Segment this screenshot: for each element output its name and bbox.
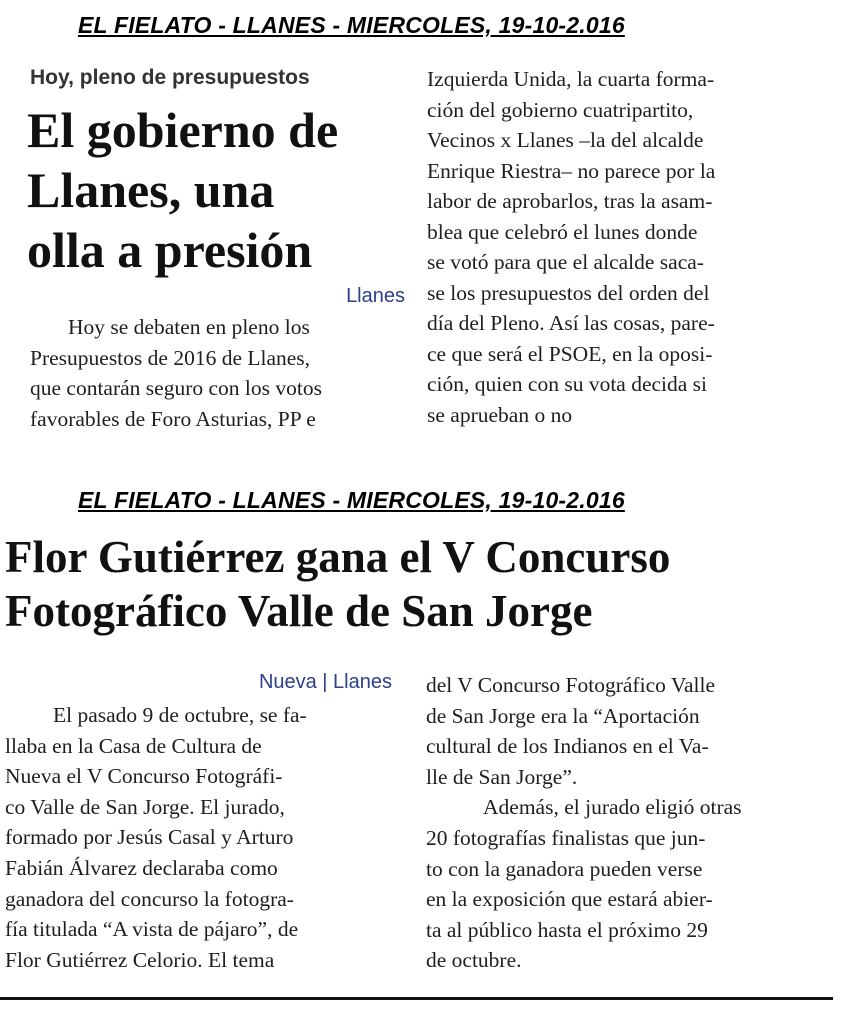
text-line: El pasado 9 de octubre, se fa-	[53, 703, 307, 727]
text-line: Presupuestos de 2016 de Llanes,	[30, 345, 311, 370]
text-line: llaba en la Casa de Cultura de	[5, 733, 262, 758]
headline-2-line: Flor Gutiérrez gana el V Concurso	[5, 532, 671, 582]
text-line: Enrique Riestra– no parece por la	[427, 158, 716, 183]
headline-1-line: olla a presión	[27, 222, 313, 278]
text-line: del V Concurso Fotográfico Valle	[426, 673, 716, 697]
text-line: se aprueban o no	[427, 402, 573, 427]
byline-2: Nueva | Llanes	[258, 671, 392, 693]
text-line: ganadora del concurso la fotogra-	[5, 886, 294, 911]
text-line: ción del gobierno cuatripartito,	[427, 97, 694, 122]
kicker: Hoy, pleno de presupuestos	[30, 66, 310, 89]
article-2-right-column	[426, 670, 742, 976]
headline-2	[5, 530, 670, 638]
text-line: de San Jorge era la “Aportación	[426, 703, 700, 728]
banner-1: EL FIELATO - LLANES - MIERCOLES, 19-10-2.016	[78, 12, 625, 38]
text-line: Izquierda Unida, la cuarta forma-	[427, 67, 715, 91]
text-line: ción, quien con su vota decida si	[427, 372, 708, 396]
text-line: día del Pleno. Así las cosas, pare-	[427, 311, 715, 335]
text-line: 20 fotografías finalistas que jun-	[426, 825, 706, 850]
headline-1-line: El gobierno de	[27, 102, 339, 158]
text-line: to con la ganadora pueden verse	[426, 856, 703, 881]
headline-1-line: Llanes, una	[27, 162, 275, 218]
text-line: que contarán seguro con los votos	[30, 376, 322, 400]
text-line: se votó para que el alcalde saca-	[427, 250, 704, 274]
text-line: favorables de Foro Asturias, PP e	[30, 406, 316, 431]
headline-1	[27, 100, 338, 280]
text-line: co Valle de San Jorge. El jurado,	[5, 794, 285, 819]
text-line: formado por Jesús Casal y Arturo	[5, 825, 294, 850]
text-line: Nueva el V Concurso Fotográfi-	[5, 764, 283, 789]
text-line: blea que celebró el lunes donde	[427, 219, 698, 244]
byline-1: Llanes	[346, 285, 405, 307]
headline-2-line: Fotográfico Valle de San Jorge	[5, 586, 593, 636]
text-line: cultural de los Indianos en el Va-	[426, 734, 709, 759]
text-line: lle de San Jorge”.	[426, 764, 578, 789]
article-1-right-column	[427, 64, 715, 430]
article-1-left-column	[30, 312, 322, 434]
text-line: ta al público hasta el próximo 29	[426, 917, 708, 942]
text-line: ce que será el PSOE, en la oposi-	[427, 341, 713, 366]
article-2-left-column	[5, 700, 307, 975]
text-line: fía titulada “A vista de pájaro”, de	[5, 917, 299, 942]
text-line: Hoy se debaten en pleno los	[68, 315, 310, 339]
text-line: de octubre.	[426, 948, 522, 973]
text-line: Flor Gutiérrez Celorio. El tema	[5, 947, 275, 972]
text-line: Fabián Álvarez declaraba como	[5, 855, 278, 880]
text-line: labor de aprobarlos, tras la asam-	[427, 189, 713, 213]
text-line: en la exposición que estará abier-	[426, 887, 713, 912]
banner-2: EL FIELATO - LLANES - MIERCOLES, 19-10-2.016	[78, 487, 625, 513]
text-line: Vecinos x Llanes –la del alcalde	[427, 128, 704, 152]
text-line: Además, el jurado eligió otras	[483, 795, 742, 820]
bottom-rule	[0, 997, 833, 1000]
text-line: se los presupuestos del orden del	[427, 280, 710, 305]
